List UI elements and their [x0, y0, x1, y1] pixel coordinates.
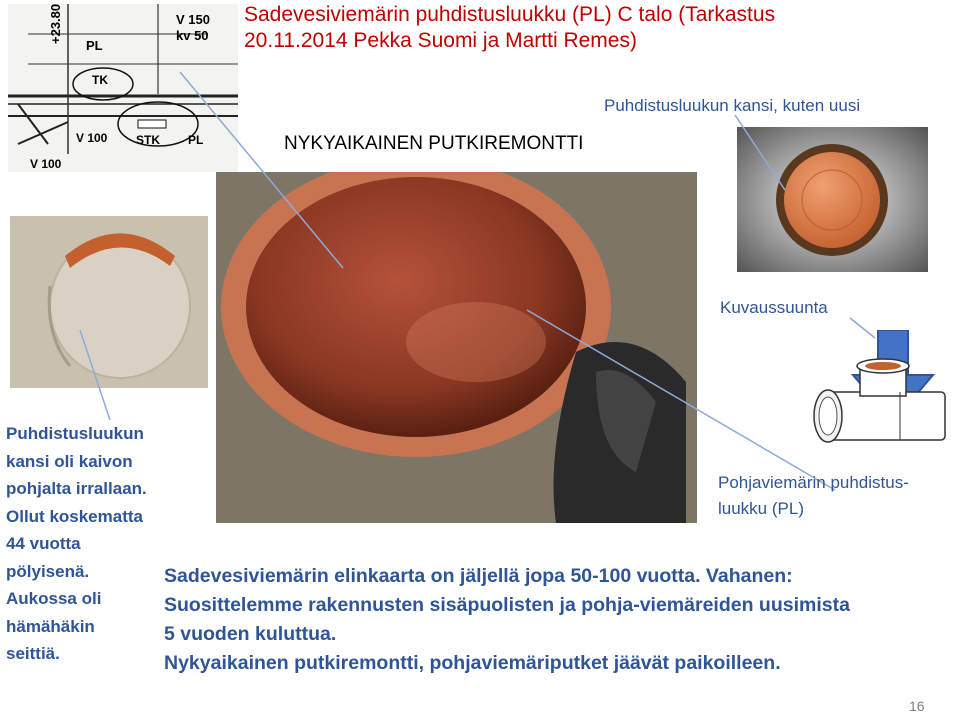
drawing-stk-label: STK [136, 133, 160, 147]
drawing-tk-label: TK [92, 73, 108, 87]
drawing-elevation-label: +23.80 [48, 4, 63, 44]
pl-label-line2: luukku (PL) [718, 499, 804, 518]
drawing-kv50-label: kv 50 [176, 28, 209, 43]
drawing-pl-top-label: PL [86, 38, 103, 53]
left-line: pölyisenä. [6, 561, 90, 581]
left-line: hämähäkin [6, 616, 95, 636]
left-line: Puhdistusluukun [6, 424, 144, 443]
page-number: 16 [909, 698, 925, 714]
left-line: 44 vuotta [6, 534, 81, 553]
drawing-v100-label: V 100 [76, 131, 108, 145]
slide-title: Sadevesiviemärin puhdistusluukku (PL) C talo (Tarkastus 20.11.2014 Pekka Suomi ja Martti Remes) [244, 3, 776, 52]
bottom-line: Sadevesiviemärin elinkaarta on jäljellä jopa 50-100 vuotta. Vahanen: [164, 565, 793, 587]
left-line: Ollut koskematta [6, 506, 143, 526]
bottom-line: 5 vuoden kuluttua. [164, 623, 337, 645]
bottom-description [164, 562, 954, 678]
pl-label-line1: Pohjaviemärin puhdistus- [718, 473, 909, 492]
drawing-v100-bottom-label: V 100 [30, 157, 62, 171]
left-line: kansi oli kaivon [6, 451, 133, 471]
pl-label [718, 470, 958, 522]
left-line: pohjalta irrallaan. [6, 479, 147, 498]
left-line: seittiä. [6, 644, 60, 663]
bottom-line: Suosittelemme rakennusten sisäpuolisten ja pohja-viemäreiden uusimista [164, 594, 850, 616]
photo-direction-label: Kuvaussuunta [720, 298, 828, 317]
left-line: Aukossa oli [6, 589, 102, 608]
cover-new-label: Puhdistusluukun kansi, kuten uusi [604, 96, 861, 115]
drawing-pl-bottom-label: PL [188, 133, 204, 147]
bottom-line: Nykyaikainen putkiremontti, pohjaviemäriputket jäävät paikoilleen. [164, 652, 781, 674]
modern-renovation-label: NYKYAIKAINEN PUTKIREMONTTI [284, 133, 584, 154]
drawing-v150-label: V 150 [176, 12, 210, 27]
